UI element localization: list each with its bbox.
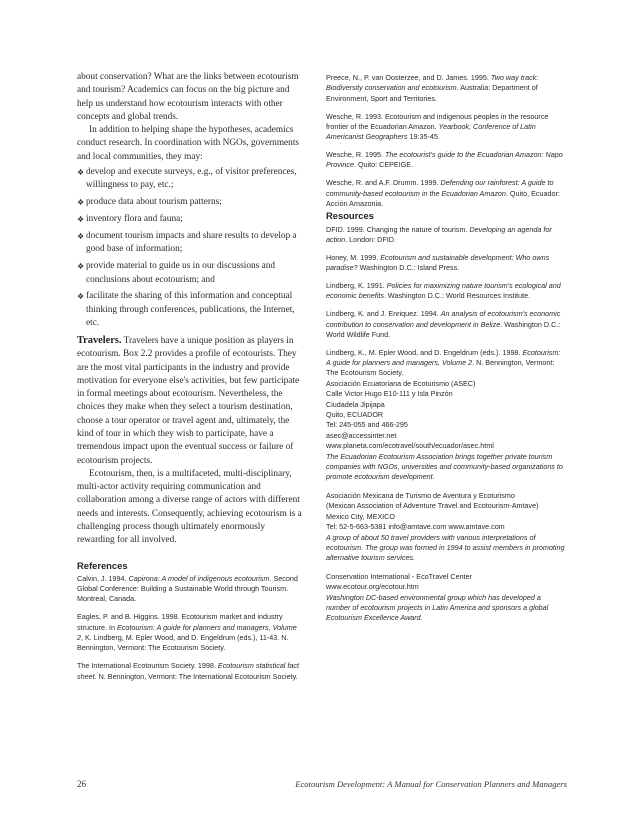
references-list-right	[326, 73, 566, 209]
diamond-bullet-icon: ❖	[77, 262, 85, 272]
paragraph-ecotourism-summary: Ecotourism, then, is a multifaceted, multi-disciplinary, multi-actor activity requiring communication and collaboration among a diverse range of actors with different needs and interests. Consequently, achieving ecotourism is a challenging process though ultimately enormously rewarding for all involved.	[77, 468, 302, 546]
running-title: Ecotourism Development: A Manual for Conservation Planners and Managers	[295, 779, 567, 789]
right-column	[326, 73, 566, 632]
resource-item: Lindberg, K. and J. Enriquez. 1994. An analysis of ecotourism's economic contribution to conservation and development in Belize. Washington D.C.: World Wildlife Fund.	[326, 309, 561, 339]
resources-list	[326, 225, 566, 379]
list-item: ❖ facilitate the sharing of this information and conceptual thinking through conferences, publications, the Internet, etc.	[77, 291, 295, 329]
contact-line: Tel: 52-5-663-5381 info@amtave.com www.amtave.com	[326, 522, 505, 532]
academics-activities-list	[77, 166, 303, 330]
page-footer	[77, 779, 567, 793]
resource-item: DFID. 1999. Changing the nature of tourism. Developing an agenda for action. London: DFID.	[326, 224, 552, 245]
website-link[interactable]: www.planeta.com/ecotravel/south/ecuador/asec.html	[326, 441, 494, 451]
website-link[interactable]: www.ecotour.org/ecotour.htm	[326, 582, 419, 592]
page-number: 26	[77, 779, 86, 789]
organization-description: The Ecuadorian Ecotourism Association brings together private tourism companies with NGOs, universities and community-based organizations to promote ecotourism development.	[326, 451, 563, 482]
list-item: ❖ inventory flora and fauna;	[77, 213, 303, 226]
diamond-bullet-icon: ❖	[77, 215, 85, 225]
travelers-text: Travelers have a unique position as players in ecotourism. Box 2.2 provides a profile of ecotourists. They are the most vital participants in the industry and provide motivation for everyone else's activities, but few participate in formal meetings about ecotourism. Nevertheless, the choices they make when they select a tourism destination, choose a tour operator or travel agent and, ultimately, the kind of tour in which they wish to participate, have a tremendous impact upon the eventual success or failure of ecotourism projects.	[77, 335, 300, 466]
reference-item: Preece, N., P. van Oosterzee, and D. James. 1995. Two way track: Biodiversity conservation and ecotourism. Australia: Department of Environment, Sport and Territories.	[326, 73, 539, 103]
organization-asec: Asociación Ecuatoriana de Ecoturismo (ASEC) Calle Victor Hugo E10-111 y Isla Pinzón Ciudadela Jipijapa Quito, ECUADOR Tel: 245-055 and 466-295 asec@accessinter.net www.planeta.com/ecotravel/south/ecuador/asec.html The Ecuadorian Ecotourism Association brings together private tourism companies with NGOs, universities and community-based organizations to promote ecotourism development.	[326, 379, 566, 483]
paragraph-travelers	[77, 334, 303, 468]
email-link[interactable]: asec@accessinter.net	[326, 430, 397, 440]
left-column	[77, 71, 303, 682]
list-item: ❖ document tourism impacts and share results to develop a good base of information;	[77, 231, 297, 255]
organization-description: Washington DC-based environmental group which has developed a number of ecotourism projects in Latin America and sponsors a global Ecotourism Excellence Award.	[326, 592, 549, 623]
reference-item: Wesche, R. and A.F. Drumm. 1999. Defending our rainforest: A guide to community-based ecotourism in the Ecuadorian Amazon. Quito, Ecuador: Acción Amazonia.	[326, 178, 560, 208]
resource-item: Lindberg, K. 1991. Policies for maximizing nature tourism's ecological and economic benefits. Washington D.C.: World Resources Institute.	[326, 280, 561, 301]
diamond-bullet-icon: ❖	[77, 198, 85, 208]
organization-conservation-international: Conservation International - EcoTravel Center www.ecotour.org/ecotour.htm Washington DC-based environmental group which has developed a number of ecotourism projects in Latin America and sponsors a global Ecotourism Excellence Award.	[326, 572, 566, 624]
reference-item: Eagles, P. and B. Higgins. 1998. Ecotourism market and industry structure. In Ecotourism: A guide for planners and managers, Volume 2, K. Lindberg, M. Epler Wood, and D. Engeldrum (eds.), 11-43. N. Bennington, Vermont: The Ecotourism Society.	[77, 612, 297, 653]
organization-amtave: Asociación Mexicana de Turismo de Aventura y Ecoturismo (Mexican Association of Adventure Travel and Ecotourism-Amtave) Mexico City, MEXICO Tel: 52-5-663-5381 info@amtave.com www.amtave.com A group of about 50 travel providers with various interpretations of ecotourism. The group was formed in 1994 to assist members in promoting alternative tourism services.	[326, 490, 565, 563]
organization-description: A group of about 50 travel providers with various interpretations of ecotourism. The group was formed in 1994 to assist members in promoting alternative tourism services.	[326, 532, 565, 563]
resource-item: Lindberg, K., M. Epler Wood, and D. Engeldrum (eds.). 1998. Ecotourism: A guide for planners and managers, Volume 2. N. Bennington, Vermont: The Ecotourism Society.	[326, 347, 561, 378]
reference-item: Wesche, R. 1995. The ecotourist's guide to the Ecuadorian Amazon: Napo Province. Quito: CEPEIGE.	[326, 150, 563, 170]
list-item: ❖ develop and execute surveys, e.g., of visitor preferences, willingness to pay, etc.;	[77, 167, 297, 191]
reference-item: The International Ecotourism Society. 1998. Ecotourism statistical fact sheet. N. Bennington, Vermont: The International Ecotourism Society.	[77, 661, 299, 681]
references-heading: References	[77, 559, 128, 571]
diamond-bullet-icon: ❖	[77, 292, 85, 302]
list-item: ❖ produce data about tourism patterns;	[77, 196, 303, 209]
diamond-bullet-icon: ❖	[77, 168, 85, 178]
reference-item: Calvin, J. 1994. Capirona: A model of indigenous ecotourism. Second Global Conference: Building a Sustainable World through Tourism. Montreal, Canada.	[77, 573, 298, 604]
travelers-lead-in: Travelers.	[77, 334, 122, 346]
diamond-bullet-icon: ❖	[77, 232, 85, 242]
resource-item: Honey, M. 1999. Ecotourism and sustainable development: Who owns paradise? Washington D.C.: Island Press.	[326, 252, 550, 273]
reference-item: Wesche, R. 1993. Ecotourism and indigenous peoples in the resource frontier of the Ecuadorian Amazon. Yearbook, Conference of Latin Americanist Geographers 19:35-45.	[326, 111, 549, 142]
resources-heading: Resources	[326, 210, 374, 222]
references-list-left	[77, 574, 303, 682]
paragraph-academics-research: In addition to helping shape the hypotheses, academics conduct research. In coordination with NGOs, governments and local communities, they may:	[77, 125, 300, 162]
paragraph-academics-questions: about conservation? What are the links between ecotourism and tourism? Academics can focus on the big picture and help us understand how ecotourism interacts with other concepts and global trends.	[77, 72, 299, 122]
list-item: ❖ provide material to guide us in our discussions and conclusions about ecotourism; and	[77, 261, 276, 285]
